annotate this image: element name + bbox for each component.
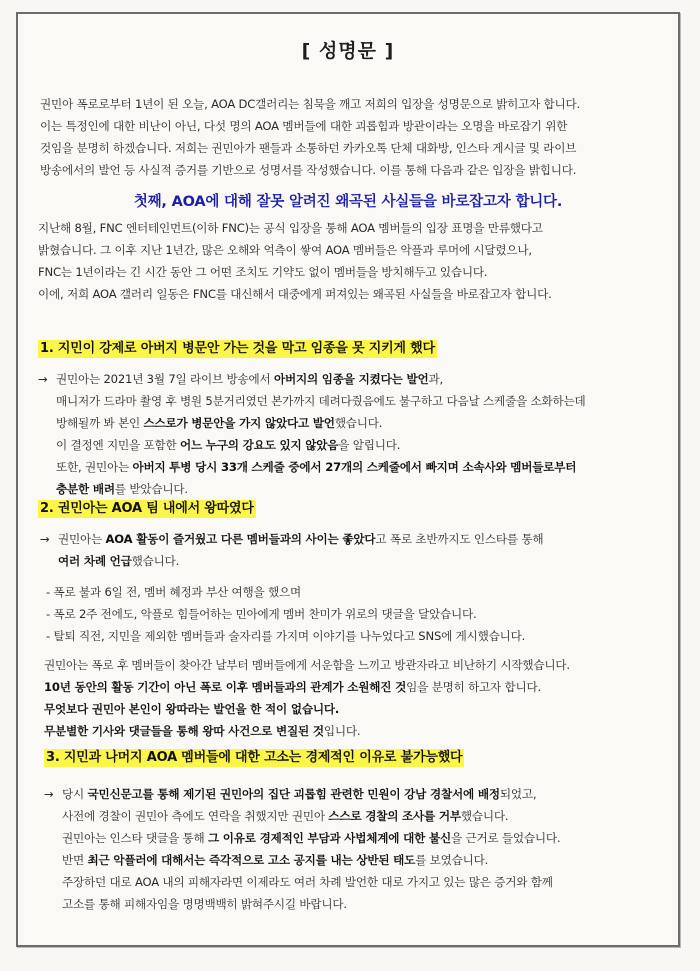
section-2-bullets [46, 581, 525, 647]
section-line [38, 434, 586, 456]
bold-text: 10년 동안의 활동 기간이 아닌 폭로 이후 멤버들과의 관계가 소원해진 것 [44, 680, 407, 694]
context-line: 이에, 저희 AOA 갤러리 일동은 FNC를 대신해서 대중에게 퍼져있는 왜곡된 사실들을 바로잡고자 합니다. [38, 287, 552, 301]
text-segment: 주장하던 대로 AOA 내의 피해자라면 이제라도 여러 차례 발언한 대로 가지고 있는 많은 증거와 함께 [62, 875, 553, 889]
section-line [40, 550, 543, 572]
context-line: FNC는 1년이라는 긴 시간 동안 그 어떤 조치도 기약도 없이 멤버들을 방치해두고 있습니다. [38, 265, 488, 279]
text-segment: 당시 [62, 787, 88, 801]
section-1-heading [38, 337, 437, 356]
text-segment: 매니저가 드라마 촬영 후 병원 5분거리였던 본가까지 데려다줬음에도 불구하고 다음날 스케줄을 소화하는데 [56, 394, 586, 408]
section-2-heading-text: 2. 권민아는 AOA 팀 내에서 왕따였다 [40, 501, 254, 516]
bold-text: 스스로가 병문안을 가지 않았다고 발언 [143, 416, 335, 430]
section-line [44, 805, 560, 827]
intro-line: 것임을 분명히 하겠습니다. 저희는 권민아가 팬들과 소통하던 카카오톡 단체 대화방, 인스타 게시글 및 라이브 [40, 141, 577, 155]
bullet-item: - 탈퇴 직전, 지민을 제외한 멤버들과 술자리를 가지며 이야기를 나누었다고 SNS에 게시했습니다. [46, 629, 526, 643]
intro-line: 권민아 폭로로부터 1년이 된 오늘, AOA DC갤러리는 침묵을 깨고 저희의 입장을 성명문으로 밝히고자 합니다. [40, 97, 581, 111]
section-line [38, 368, 586, 390]
text-segment: 을 근거로 들었습니다. [450, 831, 561, 845]
bold-text: 스스로 경찰의 조사를 거부 [328, 809, 461, 823]
text-segment: 과, [428, 372, 443, 386]
text-segment: 했습니다. [131, 554, 180, 568]
bold-text: 무엇보다 권민아 본인이 왕따라는 발언을 한 적이 없습니다. [44, 702, 340, 716]
bold-text: 아버지의 임종을 지켰다는 발언 [273, 372, 429, 386]
text-segment: 했습니다. [460, 809, 509, 823]
text-segment: 을 알립니다. [338, 438, 401, 452]
bold-text: 충분한 배려 [56, 482, 115, 496]
section-1-body [38, 368, 586, 500]
bold-text: 무분별한 기사와 댓글들을 통해 왕따 사건으로 변질된 것 [44, 724, 324, 738]
section-line [38, 456, 586, 478]
context-line: 밝혔습니다. 그 이후 지난 1년간, 많은 오해와 억측이 쌓여 AOA 멤버들은 악플과 루머에 시달렸으나, [38, 243, 532, 257]
bold-text: 여러 차례 언급 [58, 554, 132, 568]
context-line: 지난해 8월, FNC 엔터테인먼트(이하 FNC)는 공식 입장을 통해 AOA 멤버들의 입장 표명을 만류했다고 [38, 221, 543, 235]
text-segment: 고 폭로 초반까지도 인스타를 통해 [375, 532, 544, 546]
text-segment: 사전에 경찰이 권민아 측에도 연락을 취했지만 권민아 [62, 809, 329, 823]
arrow-icon: → [44, 787, 54, 801]
text-segment: 를 보였습니다. [415, 853, 489, 867]
intro-line: 이는 특정인에 대한 비난이 아닌, 다섯 명의 AOA 멤버들에 대한 괴롭힘과 방관이라는 오명을 바로잡기 위한 [40, 119, 568, 133]
text-segment: 방해될까 봐 본인 [56, 416, 144, 430]
statement-document [16, 12, 680, 947]
section-1-heading-text: 1. 지민이 강제로 아버지 병문안 가는 것을 막고 임종을 못 지키게 했다 [40, 341, 435, 356]
intro-line: 방송에서의 발언 등 사실적 증거를 기반으로 성명서를 작성했습니다. 이를 통해 다음과 같은 입장을 밝힙니다. [40, 163, 577, 177]
text-segment: 권민아는 [58, 532, 106, 546]
text-segment: 입니다. [323, 724, 361, 738]
section-3-heading [44, 746, 464, 765]
bold-text: 국민신문고를 통해 제기된 권민아의 집단 괴롭힘 관련한 민원이 강남 경찰서에 배정 [87, 787, 500, 801]
document-title: [ 성명문 ] [301, 40, 395, 62]
section-line [44, 849, 560, 871]
section-3-heading-text: 3. 지민과 나머지 AOA 멤버들에 대한 고소는 경제적인 이유로 불가능했다 [46, 750, 463, 765]
text-segment: 권민아는 2021년 3월 7일 라이브 방송에서 [56, 372, 274, 386]
section-2-body [40, 528, 543, 572]
bold-text: 아버지 투병 당시 33개 스케줄 중에서 27개의 스케줄에서 빠지며 소속사와 멤버들로부터 [132, 460, 577, 474]
section-line [44, 676, 570, 698]
context-paragraph [38, 217, 552, 305]
text-segment: 를 받았습니다. [114, 482, 188, 496]
section-line [40, 528, 543, 550]
text-segment: 이 결정엔 지민을 포함한 [56, 438, 180, 452]
section-line [44, 827, 560, 849]
sub-heading: 첫째, AOA에 대해 잘못 알려진 왜곡된 사실들을 바로잡고자 합니다. [133, 194, 563, 210]
section-2-heading [38, 497, 256, 516]
bullet-item: - 폭로 불과 6일 전, 멤버 혜정과 부산 여행을 했으며 [46, 585, 302, 599]
section-line [44, 654, 570, 676]
text-segment: 권민아는 인스타 댓글을 통해 [62, 831, 208, 845]
arrow-icon: → [38, 372, 48, 386]
section-line [44, 720, 570, 742]
section-line [44, 783, 560, 805]
text-segment: 했습니다. [334, 416, 383, 430]
section-line [44, 871, 560, 893]
intro-paragraph [40, 93, 580, 181]
text-segment: 고소를 통해 피해자임을 명명백백히 밝혀주시길 바랍니다. [62, 897, 347, 911]
section-line [44, 698, 570, 720]
bold-text: 최근 악플러에 대해서는 즉각적으로 고소 공지를 내는 상반된 태도 [87, 853, 416, 867]
section-2-closing [44, 654, 570, 742]
text-segment: 권민아는 폭로 후 멤버들이 찾아간 날부터 멤버들에게 서운함을 느끼고 방관자라고 비난하기 시작했습니다. [44, 658, 570, 672]
bold-text: 어느 누구의 강요도 있지 않았음 [179, 438, 339, 452]
section-line [38, 390, 586, 412]
text-segment: 또한, 권민아는 [56, 460, 133, 474]
bullet-item: - 폭로 2주 전에도, 악플로 힘들어하는 민아에게 멤버 찬미가 위로의 댓글을 달았습니다. [46, 607, 477, 621]
bold-text: AOA 활동이 즐거웠고 다른 멤버들과의 사이는 좋았다 [105, 532, 376, 546]
bold-text: 그 이유로 경제적인 부담과 사법체계에 대한 불신 [207, 831, 451, 845]
text-segment: 임을 분명히 하고자 합니다. [406, 680, 542, 694]
section-3-body [44, 783, 560, 915]
text-segment: 반면 [62, 853, 88, 867]
section-line [44, 893, 560, 915]
section-line [38, 412, 586, 434]
text-segment: 되었고, [499, 787, 537, 801]
arrow-icon: → [40, 532, 50, 546]
